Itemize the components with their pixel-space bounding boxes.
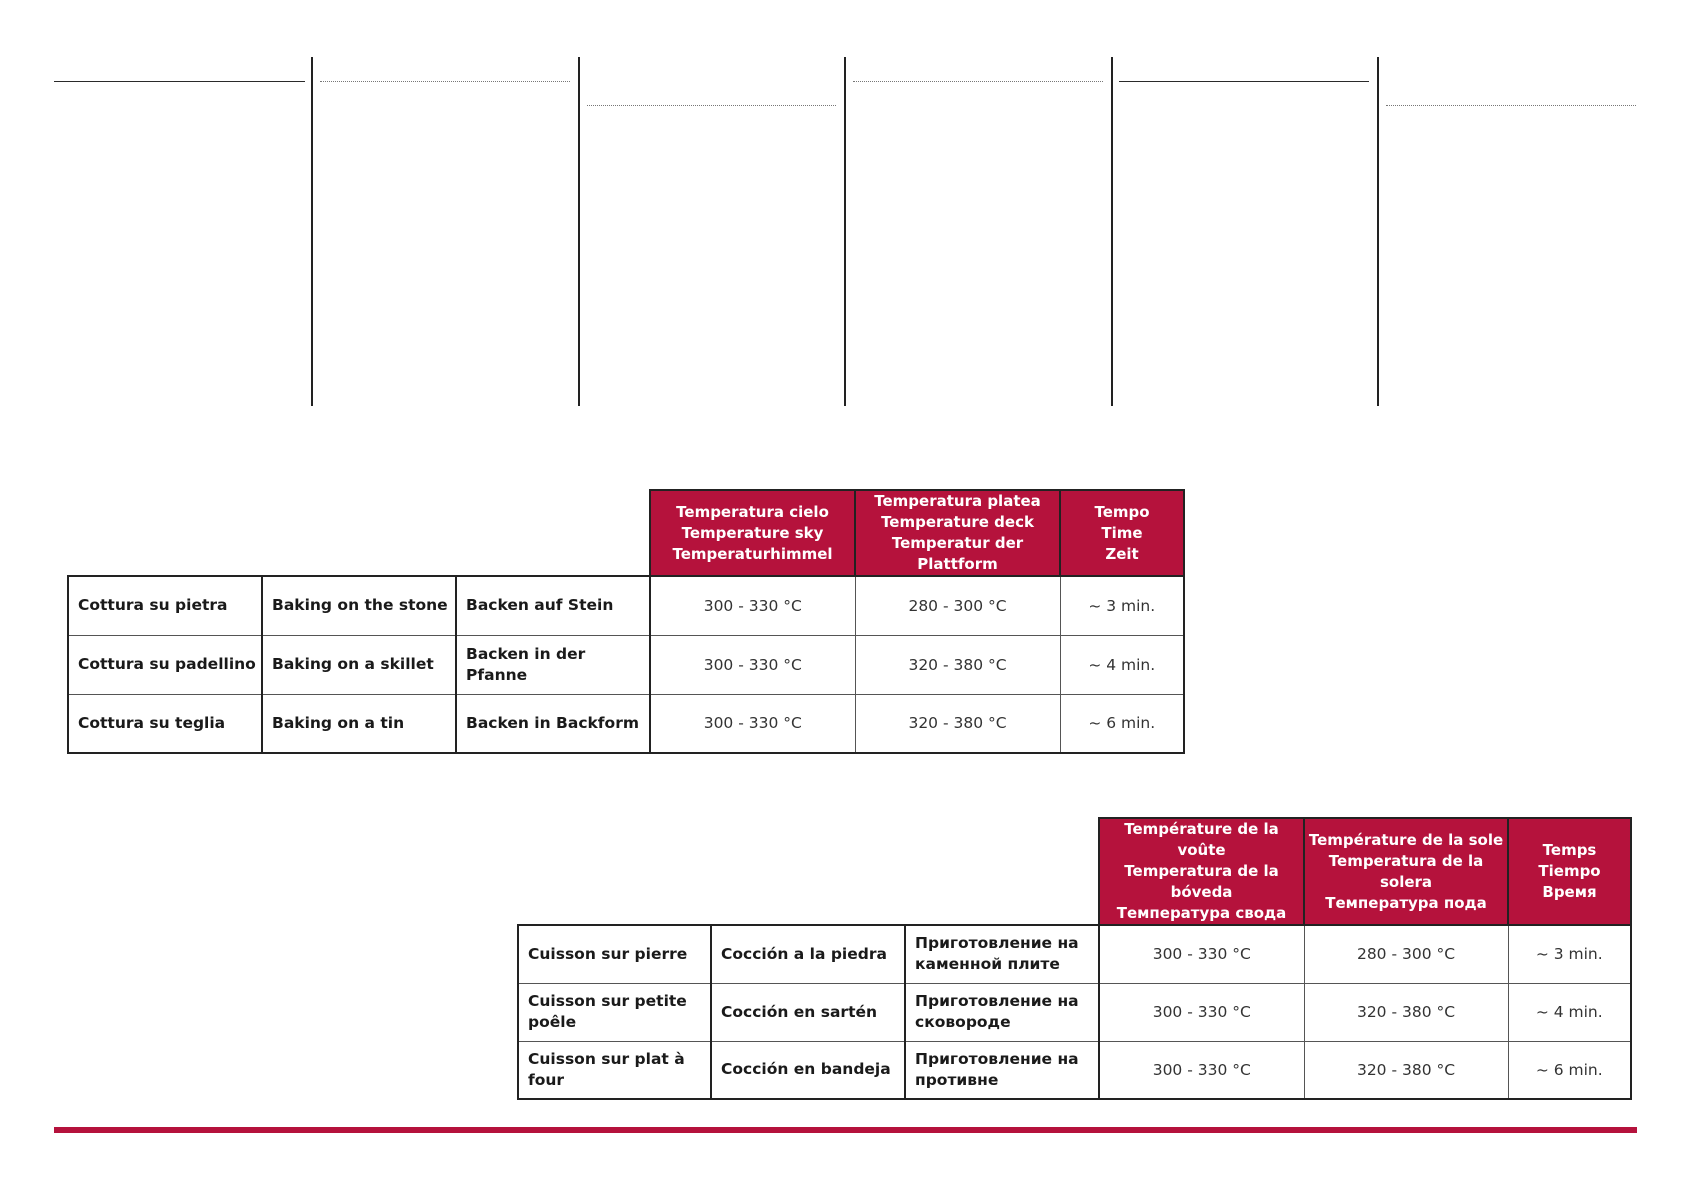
header-time: Temps Tiempo Время: [1508, 818, 1631, 925]
method-de: Backen in Backform: [456, 694, 650, 753]
header-sole-temperature: Température de la sole Temperatura de la solera Температура пода: [1304, 818, 1508, 925]
vault-temperature-value: 300 - 330 °C: [1099, 1041, 1304, 1099]
sky-temperature-value: 300 - 330 °C: [650, 635, 855, 694]
sky-temperature-value: 300 - 330 °C: [650, 576, 855, 635]
time-value: ~ 4 min.: [1508, 983, 1631, 1041]
baking-table-fr-es-ru: [517, 817, 1632, 1100]
column-header-rule: [54, 81, 305, 82]
deck-temperature-value: 320 - 380 °C: [855, 635, 1060, 694]
sole-temperature-value: 280 - 300 °C: [1304, 925, 1508, 983]
footer-accent-bar: [54, 1127, 1637, 1133]
method-fr: Cuisson sur pierre: [518, 925, 711, 983]
method-ru: Приготовление на каменной плите: [905, 925, 1099, 983]
deck-temperature-value: 280 - 300 °C: [855, 576, 1060, 635]
method-de: Backen auf Stein: [456, 576, 650, 635]
sole-temperature-value: 320 - 380 °C: [1304, 983, 1508, 1041]
method-ru: Приготовление на противне: [905, 1041, 1099, 1099]
header-time: Tempo Time Zeit: [1060, 490, 1184, 576]
time-value: ~ 3 min.: [1060, 576, 1184, 635]
vault-temperature-value: 300 - 330 °C: [1099, 983, 1304, 1041]
column-header-rule: [1119, 81, 1369, 82]
column-divider: [578, 57, 580, 406]
method-es: Cocción en bandeja: [711, 1041, 905, 1099]
method-it: Cottura su teglia: [68, 694, 262, 753]
method-it: Cottura su padellino: [68, 635, 262, 694]
method-es: Cocción en sartén: [711, 983, 905, 1041]
column-divider: [1377, 57, 1379, 406]
column-divider: [1111, 57, 1113, 406]
deck-temperature-value: 320 - 380 °C: [855, 694, 1060, 753]
method-ru: Приготовление на сковороде: [905, 983, 1099, 1041]
time-value: ~ 6 min.: [1508, 1041, 1631, 1099]
time-value: ~ 3 min.: [1508, 925, 1631, 983]
header-spacer: [518, 818, 1099, 925]
column-header-rule: [587, 105, 836, 106]
table-row: [68, 576, 1184, 635]
column-divider: [311, 57, 313, 406]
method-en: Baking on a skillet: [262, 635, 456, 694]
column-header-rule: [1386, 105, 1636, 106]
header-vault-temperature: Température de la voûte Temperatura de la bóveda Температура свода: [1099, 818, 1304, 925]
baking-table-it-en-de: [67, 489, 1185, 754]
sky-temperature-value: 300 - 330 °C: [650, 694, 855, 753]
method-en: Baking on the stone: [262, 576, 456, 635]
table-row: [518, 1041, 1631, 1099]
column-divider: [844, 57, 846, 406]
table-row: [68, 635, 1184, 694]
sole-temperature-value: 320 - 380 °C: [1304, 1041, 1508, 1099]
method-de: Backen in der Pfanne: [456, 635, 650, 694]
column-header-rule: [320, 81, 570, 82]
method-en: Baking on a tin: [262, 694, 456, 753]
header-sky-temperature: Temperatura cielo Temperature sky Temperaturhimmel: [650, 490, 855, 576]
table-row: [518, 983, 1631, 1041]
method-fr: Cuisson sur plat à four: [518, 1041, 711, 1099]
vault-temperature-value: 300 - 330 °C: [1099, 925, 1304, 983]
header-spacer: [68, 490, 650, 576]
method-fr: Cuisson sur petite poêle: [518, 983, 711, 1041]
time-value: ~ 6 min.: [1060, 694, 1184, 753]
column-header-rule: [853, 81, 1103, 82]
time-value: ~ 4 min.: [1060, 635, 1184, 694]
header-deck-temperature: Temperatura platea Temperature deck Temperatur der Plattform: [855, 490, 1060, 576]
table-row: [518, 925, 1631, 983]
table-row: [68, 694, 1184, 753]
method-it: Cottura su pietra: [68, 576, 262, 635]
method-es: Cocción a la piedra: [711, 925, 905, 983]
